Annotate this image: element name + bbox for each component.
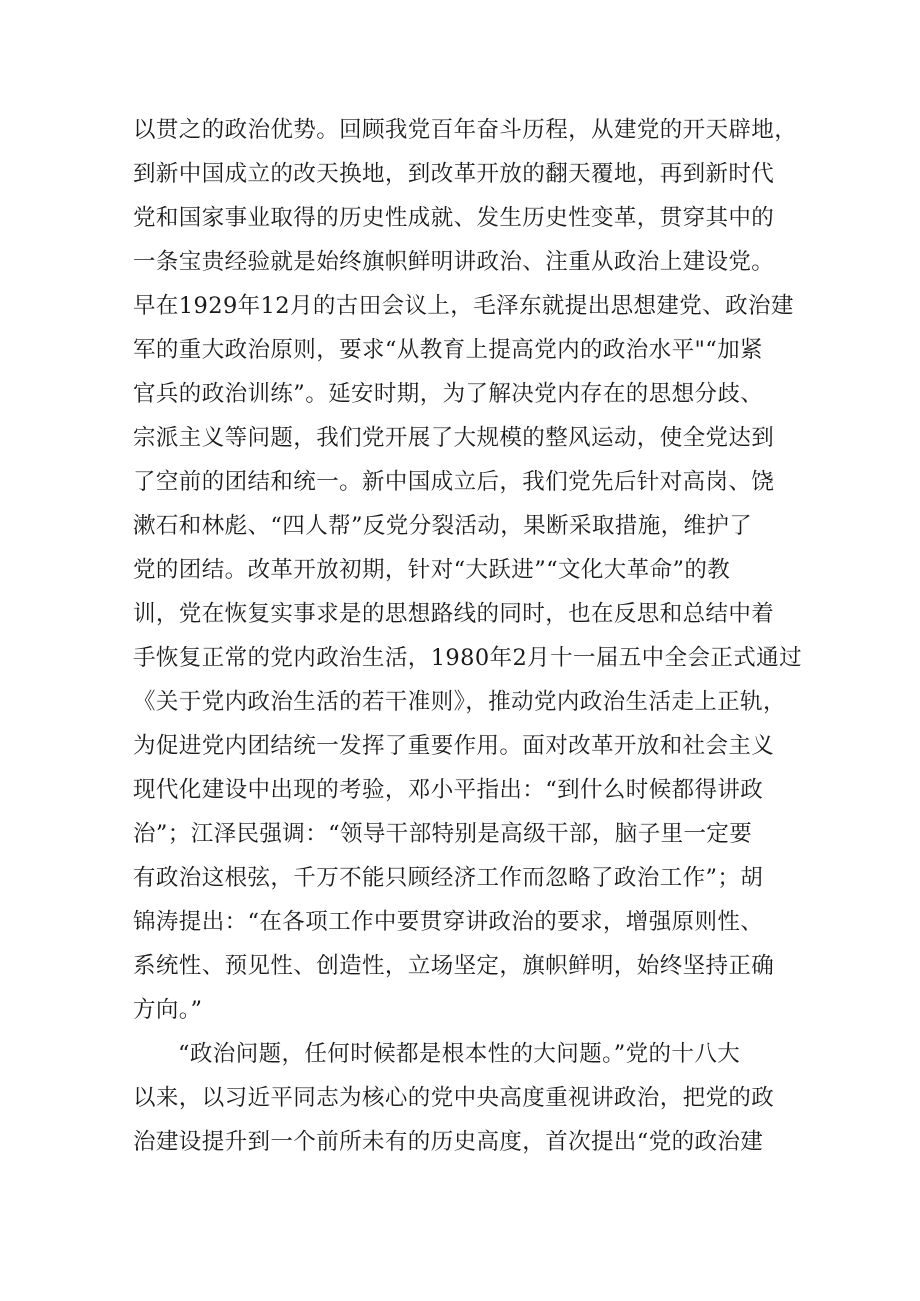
text-line: 系统性、预见性、创造性，立场坚定，旗帜鲜明，始终坚持正确: [133, 953, 775, 979]
text-line: 为促进党内团结统一发挥了重要作用。面对改革开放和社会主义: [133, 733, 775, 759]
text-line: 《关于党内政治生活的若干准则》，推动党内政治生活走上正轨，: [133, 689, 786, 715]
text-line: 治”；江泽民强调：“领导干部特别是高级干部，脑子里一定要: [133, 821, 753, 847]
text-line: 宗派主义等问题，我们党开展了大规模的整风运动，使全党达到: [133, 425, 775, 451]
text-line: 党的团结。改革开放初期，针对“大跃进”“文化大革命”的教: [133, 557, 731, 583]
text-line: 官兵的政治训练”。延安时期，为了解决党内存在的思想分歧、: [133, 381, 764, 407]
text-line: 锦涛提出：“在各项工作中要贯穿讲政治的要求，增强原则性、: [133, 909, 764, 935]
text-line: 方向。”: [133, 997, 203, 1023]
text-line: 以来，以习近平同志为核心的党中央高度重视讲政治，把党的政: [133, 1085, 775, 1111]
text-line: 手恢复正常的党内政治生活，1980年2月十一届五中全会正式通过: [133, 645, 802, 671]
text-line: 治建设提升到一个前所未有的历史高度，首次提出“党的政治建: [133, 1129, 764, 1155]
text-line: 漱石和林彪、“四人帮”反党分裂活动，果断采取措施，维护了: [133, 513, 753, 539]
text-line: 军的重大政治原则，要求“从教育上提高党内的政治水平"“加紧: [133, 337, 763, 363]
paragraph-first-line: “政治问题，任何时候都是根本性的大问题。”党的十八大: [178, 1041, 741, 1067]
text-line: 一条宝贵经验就是始终旗帜鲜明讲政治、注重从政治上建设党。: [133, 249, 775, 275]
text-line: 早在1929年12月的古田会议上，毛泽东就提出思想建党、政治建: [133, 293, 794, 319]
text-line: 了空前的团结和统一。新中国成立后，我们党先后针对高岗、饶: [133, 469, 775, 495]
text-line: 以贯之的政治优势。回顾我党百年奋斗历程，从建党的开天辟地，: [133, 117, 798, 143]
text-line: 到新中国成立的改天换地，到改革开放的翻天覆地，再到新时代: [133, 161, 775, 187]
text-line: 训，党在恢复实事求是的思想路线的同时，也在反思和总结中着: [133, 601, 775, 627]
text-line: 现代化建设中出现的考验，邓小平指出：“到什么时候都得讲政: [133, 777, 764, 803]
text-line: 党和国家事业取得的历史性成就、发生历史性变革，贯穿其中的: [133, 205, 775, 231]
text-line: 有政治这根弦，千万不能只顾经济工作而忽略了政治工作”；胡: [133, 865, 764, 891]
